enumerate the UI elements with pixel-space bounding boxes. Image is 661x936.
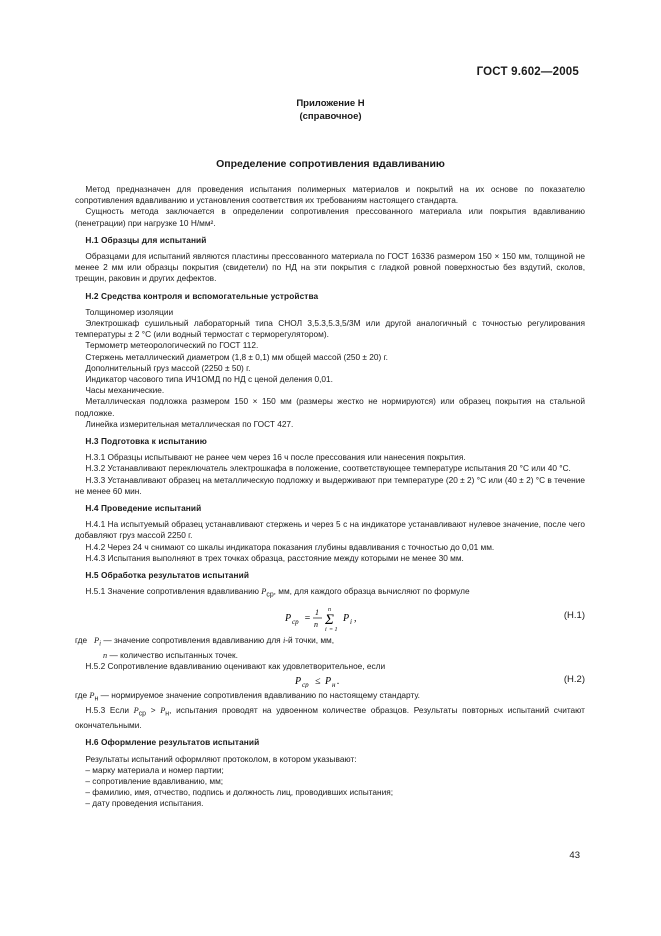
- formula-h1: [75, 604, 585, 632]
- section-heading-h3: Н.3 Подготовка к испытанию: [85, 436, 207, 447]
- section-heading-h5: Н.5 Обработка результатов испытаний: [85, 570, 250, 581]
- intro-paragraph-1: Метод предназначен для проведения испытания полимерных материалов и покрытий на их основе по показателю сопротивления вдавливанию и установления соответствия их требованиям настоящего стандарта.: [75, 184, 585, 206]
- svg-text:.: .: [337, 676, 340, 688]
- section-heading-h2: Н.2 Средства контроля и вспомогательные устройства: [85, 290, 319, 301]
- where-var-pn-sub: н: [94, 696, 99, 704]
- where-var-n: n: [103, 651, 108, 661]
- where-i: i: [282, 636, 286, 646]
- report-item: – дату проведения испытания.: [85, 798, 204, 809]
- document-title: Определение сопротивления вдавливанию: [216, 158, 445, 170]
- inline-var-pn-sub: н: [165, 710, 170, 718]
- appendix-heading: [0, 97, 661, 123]
- where-block-1: [75, 635, 585, 650]
- where-block-3: [75, 690, 585, 705]
- where-var-pi: P: [94, 636, 100, 646]
- where-pi-text-2: -й точки, мм,: [285, 635, 335, 646]
- where-pn-text: — нормируемое значение сопротивления вдавливанию по настоящему стандарту.: [100, 690, 420, 701]
- report-item: – марку материала и номер партии;: [85, 764, 224, 775]
- clause-h3-1: Н.3.1 Образцы испытывают не ранее чем через 16 ч после прессования или нанесения покрытия.: [85, 452, 466, 463]
- where-n-text: — количество испытанных точек.: [109, 650, 238, 661]
- report-lead: Результаты испытаний оформляют протоколом, в котором указывают:: [85, 753, 357, 764]
- equipment-item: Дополнительный груз массой (2250 ± 50) г.: [85, 362, 251, 373]
- svg-text:ср: ср: [302, 681, 309, 689]
- svg-text:,: ,: [354, 613, 357, 625]
- section-heading-h1: Н.1 Образцы для испытаний: [85, 234, 207, 245]
- svg-text:P: P: [295, 676, 302, 688]
- clause-h5-3: Н.5.3 Если $P_{ср} > P_н$, испытания проводят на удвоенном количестве образцов. Результаты повторных испытаний считают окончательными.: [75, 705, 585, 731]
- inline-var-pn: P: [160, 706, 166, 716]
- var-sub: ср: [266, 591, 274, 599]
- equipment-item: Часы механические.: [85, 385, 165, 396]
- svg-text:1: 1: [315, 608, 319, 618]
- svg-text:ср: ср: [292, 618, 299, 627]
- appendix-subtitle: (справочное): [299, 111, 362, 122]
- report-item: – фамилию, имя, отчество, подпись и должность лиц, проводивших испытания;: [85, 787, 394, 798]
- svg-text:Σ: Σ: [325, 612, 334, 629]
- clause-h3-3: Н.3.3 Устанавливают образец на металлическую подложку и выдерживают при температуре (20 ± 2) °С или (40 ± 2) °С в течение не менее 60 мин.: [75, 474, 585, 496]
- appendix-title: Приложение Н: [296, 98, 365, 109]
- where-block-2: [75, 650, 585, 661]
- where-pi-text: — значение сопротивления вдавливанию для: [103, 635, 281, 646]
- formula-h1-number: (Н.1): [563, 610, 585, 622]
- standard-header: ГОСТ 9.602—2005: [476, 66, 579, 78]
- section-h1-text: Образцами для испытаний являются пластины прессованного материала по ГОСТ 16336 размером 150 × 150 мм, толщиной не менее 2 мм или образцы покрытия (свидетели) по НД на эти покрытия с гладкой ровной поверхностью без вздутий, сколов, трещин, раковин и других дефектов.: [75, 251, 585, 284]
- formula-h2: [75, 674, 585, 688]
- clause-h5-2: Н.5.2 Сопротивление вдавливанию оценивают как удовлетворительное, если: [85, 661, 386, 672]
- clause-h4-2: Н.4.2 Через 24 ч снимают со шкалы индикатора показания глубины вдавливания с точностью до 0,01 мм.: [85, 541, 495, 552]
- where-var-pi-sub: i: [99, 640, 102, 648]
- equipment-item: Металлическая подложка размером 150 × 150 мм (размеры жестко не нормируются) или образец покрытия на стальной подложке.: [75, 396, 585, 418]
- inline-var-pcp: P: [133, 706, 139, 716]
- svg-text:P: P: [343, 613, 350, 625]
- svg-text:n: n: [314, 620, 318, 630]
- report-item: – сопротивление вдавливанию, мм;: [85, 775, 224, 786]
- equipment-item: Термометр метеорологический по ГОСТ 112.: [85, 340, 259, 351]
- section-heading-h4: Н.4 Проведение испытаний: [85, 503, 202, 514]
- svg-text:P: P: [325, 676, 332, 688]
- svg-text:= 1: = 1: [329, 627, 338, 633]
- equipment-item: Индикатор часового типа ИЧ1ОМД по НД с ценой деления 0,01.: [85, 374, 333, 385]
- section-heading-h6: Н.6 Оформление результатов испытаний: [85, 737, 260, 748]
- formula-h2-number: (Н.2): [563, 674, 585, 686]
- svg-text:=: =: [304, 613, 311, 625]
- formula-h2-expression: [295, 674, 375, 688]
- where-var-pn: P: [89, 691, 95, 701]
- clause-h5-3-post: , испытания проводят на удвоенном количестве образцов. Результаты повторных испытаний считают окончательными.: [75, 705, 585, 731]
- inline-var-pcp-sub: ср: [138, 710, 147, 718]
- equipment-item: Электрошкаф сушильный лабораторный типа СНОЛ 3,5.3,5.3,5/3М или другой аналогичный с точностью регулирования температуры ± 2 °С (или водный термостат с терморегулятором).: [75, 318, 585, 340]
- where-word: где: [75, 690, 88, 701]
- clause-h4-1: Н.4.1 На испытуемый образец устанавливают стержень и через 5 с на индикаторе устанавливают нулевое значение, после чего добавляют груз массой 2250 г.: [75, 519, 585, 541]
- formula-h1-expression: [285, 604, 405, 632]
- svg-text:н: н: [332, 681, 336, 689]
- var-p: P: [261, 587, 267, 597]
- svg-text:P: P: [285, 613, 292, 625]
- document-body: [75, 184, 585, 810]
- equipment-item: Толщиномер изоляции: [85, 306, 174, 317]
- svg-text:i: i: [350, 618, 352, 627]
- svg-text:i: i: [325, 627, 327, 633]
- clause-h5-1-post: , мм, для каждого образца вычисляют по формуле: [273, 586, 470, 597]
- svg-text:n: n: [328, 607, 331, 614]
- equipment-item: Линейка измерительная металлическая по ГОСТ 427.: [85, 418, 294, 429]
- intro-paragraph-2: Сущность метода заключается в определении сопротивления прессованного материала или покрытия вдавливанию (пенетрации) при нагрузке 10 Н/мм².: [75, 206, 585, 228]
- equipment-item: Стержень металлический диаметром (1,8 ± 0,1) мм общей массой (250 ± 20) г.: [85, 351, 388, 362]
- page-number: 43: [569, 850, 580, 861]
- clause-h4-3: Н.4.3 Испытания выполняют в трех точках образца, расстояние между которыми не менее 30 мм.: [85, 552, 464, 563]
- clause-h5-1: [75, 586, 585, 601]
- clause-h5-3-pre: Н.5.3 Если: [85, 705, 129, 716]
- where-word: где: [75, 635, 88, 646]
- svg-text:≤: ≤: [315, 676, 321, 688]
- clause-h3-2: Н.3.2 Устанавливают переключатель электрошкафа в положение, соответствующее температуре испытания 20 °С или 40 °С.: [85, 463, 571, 474]
- clause-h5-1-pre: Н.5.1 Значение сопротивления вдавливанию: [85, 586, 259, 597]
